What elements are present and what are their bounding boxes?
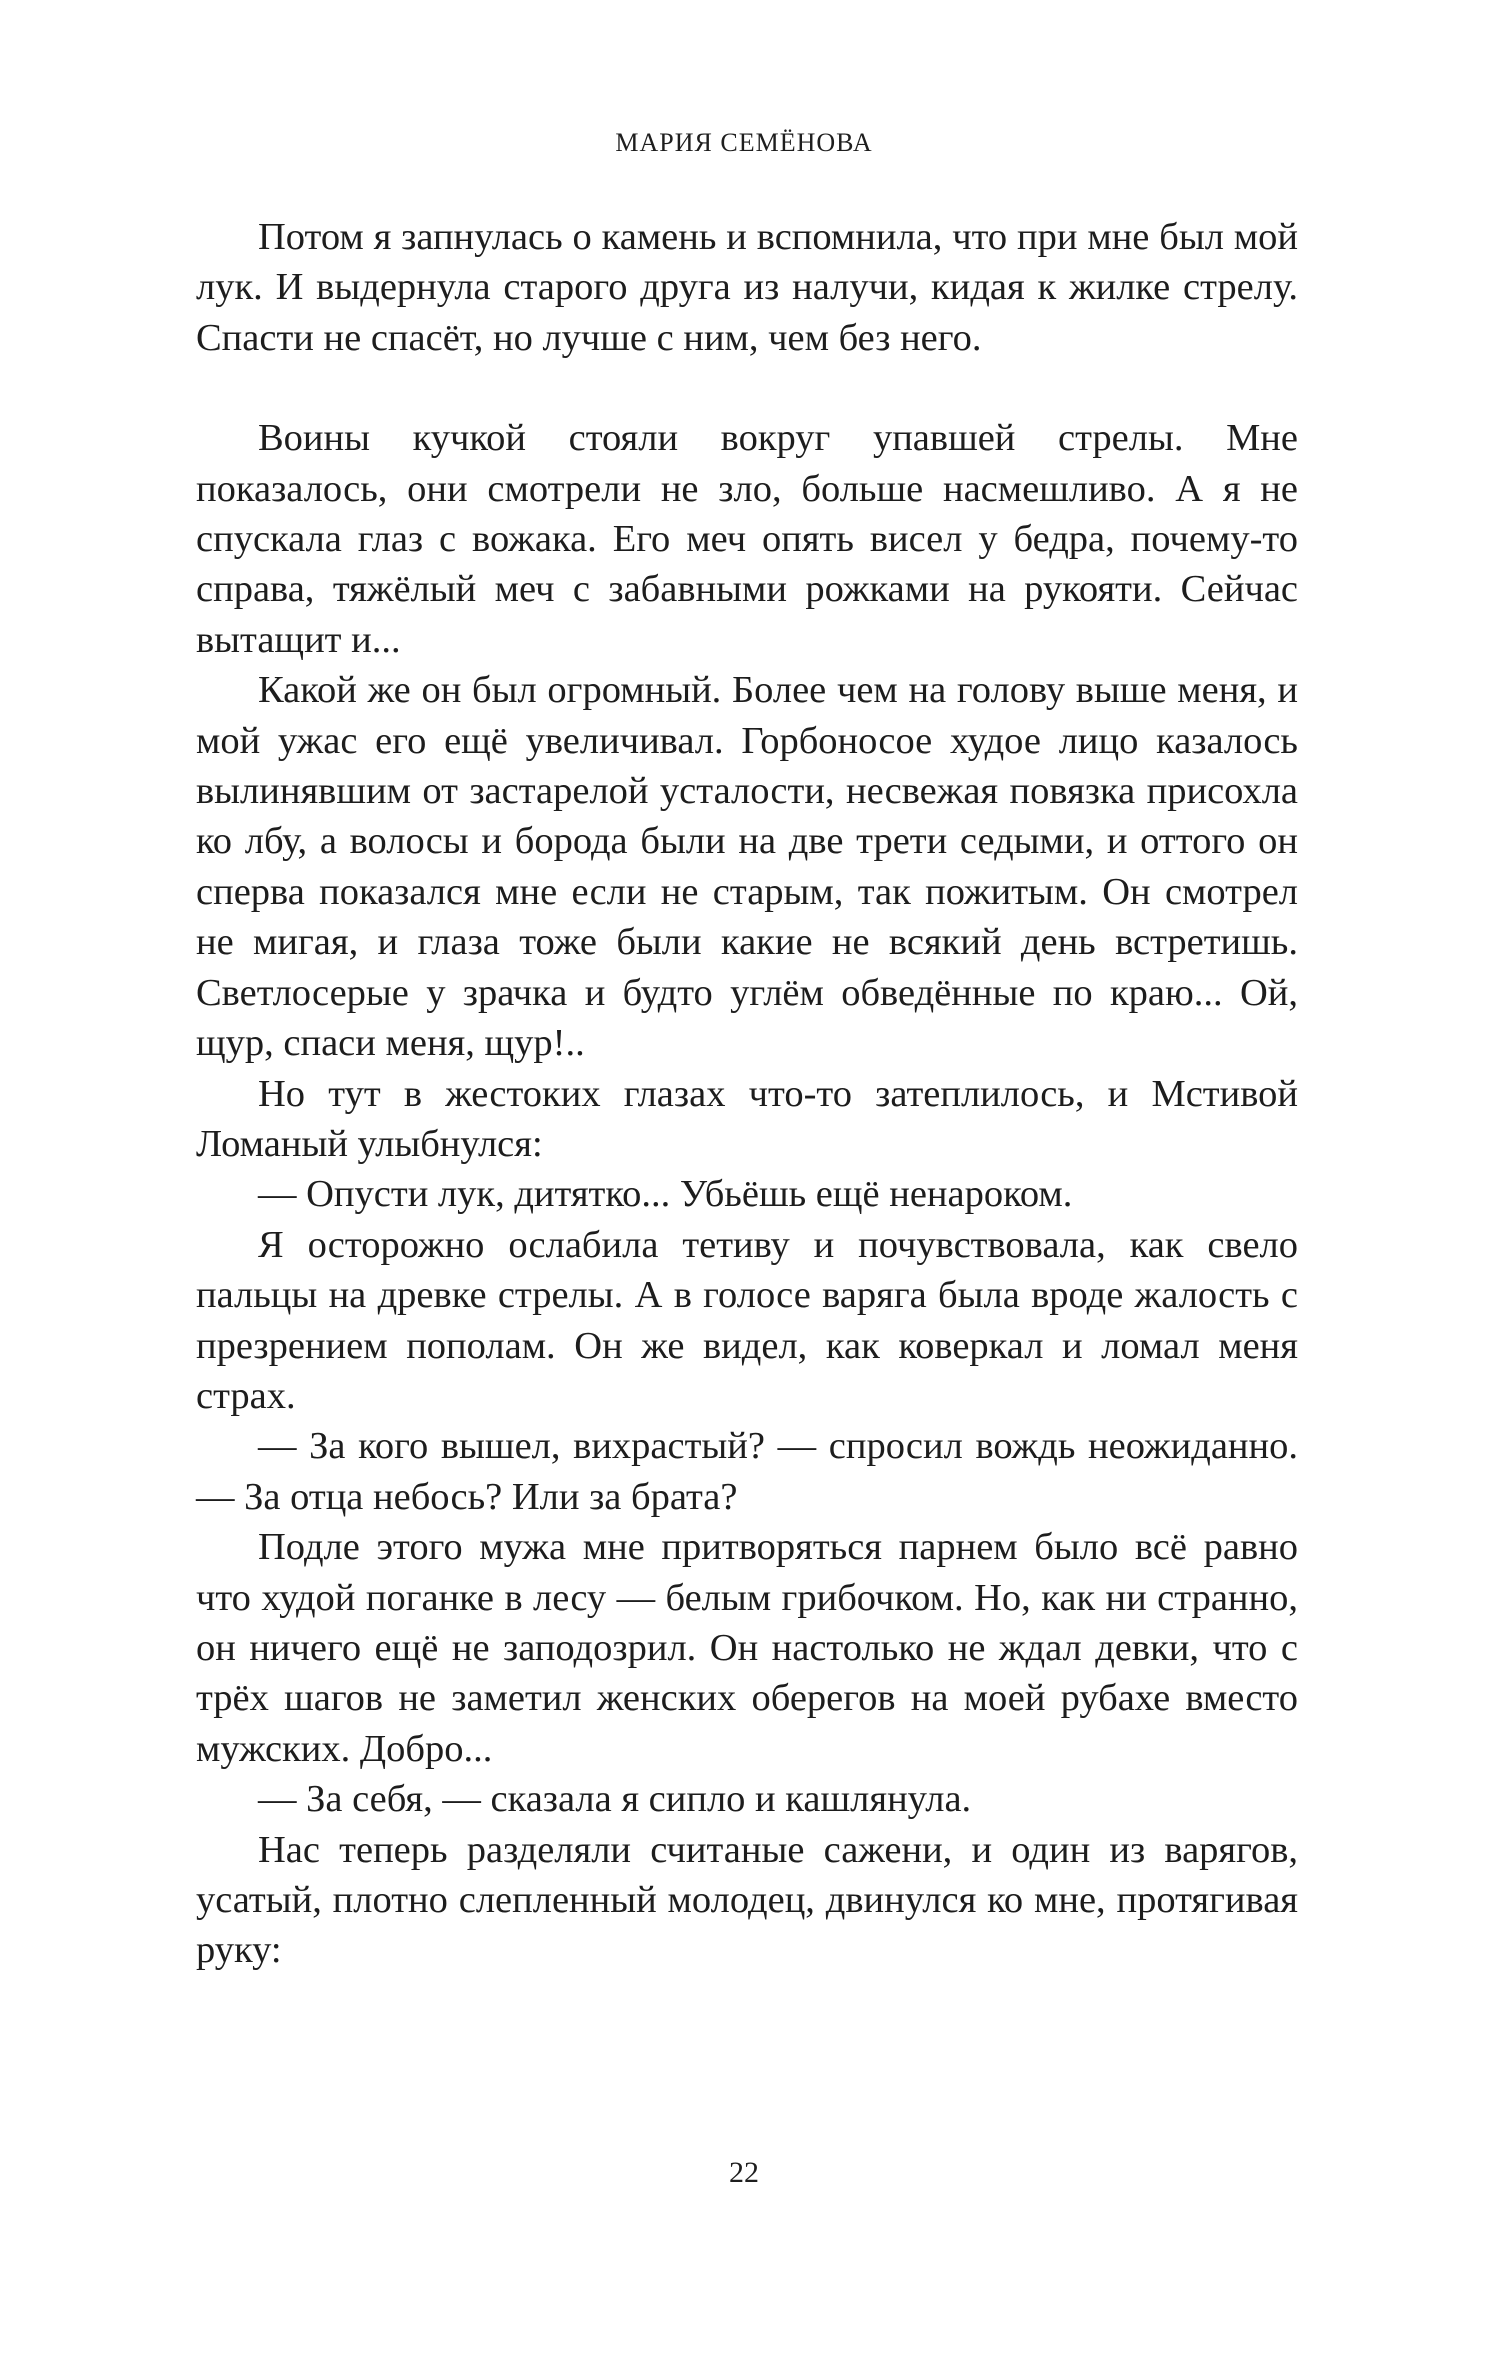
- paragraph: Но тут в жестоких глазах что-то затеплилось, и Мстивой Ломаный улыбнулся:: [196, 1072, 1298, 1165]
- paragraph: Подле этого мужа мне притворяться парнем было всё равно что худой поганке в лесу — белым грибочком. Но, как ни странно, он ничего ещё не заподозрил. Он настолько не ждал девки, что с трёх шагов не заметил женских оберегов на моей рубахе вместо мужских. Добро...: [196, 1526, 1298, 1770]
- paragraph: Нас теперь разделяли считаные сажени, и один из варягов, усатый, плотно слепленный молодец, двинулся ко мне, протягивая руку:: [196, 1828, 1298, 1972]
- paragraph: Я осторожно ослабила тетиву и почувствовала, как свело пальцы на древке стрелы. А в голосе варяга была вроде жалость с презрением пополам. Он же видел, как коверкал и ломал меня страх.: [196, 1223, 1298, 1417]
- paragraph: Потом я запнулась о камень и вспомнила, что при мне был мой лук. И выдернула старого друга из налучи, кидая к жилке стрелу. Спасти не спасёт, но лучше с ним, чем без него.: [196, 216, 1298, 359]
- dialogue-line: — За кого вышел, вихрастый? — спросил вождь неожиданно. — За отца небось? Или за брата?: [196, 1425, 1298, 1518]
- page-number: 22: [729, 2156, 759, 2189]
- running-head: МАРИЯ СЕМЁНОВА: [615, 128, 873, 157]
- paragraph: Воины кучкой стояли вокруг упавшей стрелы. Мне показалось, они смотрели не зло, больше насмешливо. А я не спускала глаз с вожака. Его меч опять висел у бедра, почему-то справа, тяжёлый меч с забавными рожками на рукояти. Сейчас вытащит и...: [196, 417, 1298, 661]
- dialogue-line: — Опусти лук, дитятко... Убьёшь ещё ненароком.: [258, 1173, 1073, 1216]
- section-break: [196, 363, 1298, 413]
- body-text: [196, 212, 1298, 1976]
- dialogue-line: — За себя, — сказала я сипло и кашлянула.: [258, 1778, 972, 1821]
- paragraph: Какой же он был огромный. Более чем на голову выше меня, и мой ужас его ещё увеличивал. Горбоносое худое лицо казалось вылинявшим от застарелой усталости, несвежая повязка присохла ко лбу, а волосы и борода были на две трети седыми, и оттого он сперва показался мне если не старым, так пожитым. Он смотрел не мигая, и глаза тоже были какие не всякий день встретишь. Светлосерые у зрачка и будто углём обведённые по краю... Ой, щур, спаси меня, щур!..: [196, 669, 1298, 1065]
